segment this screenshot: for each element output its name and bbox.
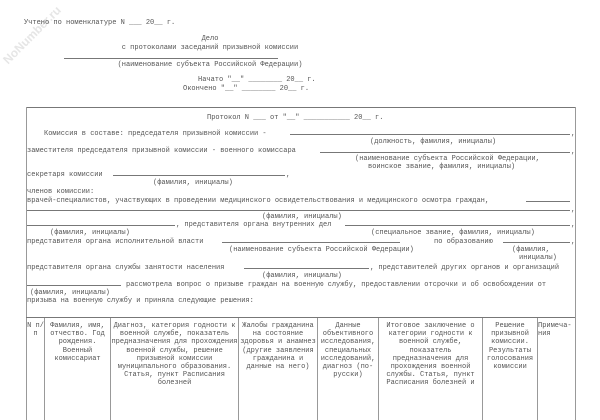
executive-caption: (наименование субъекта Российской Федерации) <box>229 246 414 254</box>
considered-line: рассмотрела вопрос о призыве граждан на военную службу, предоставлении отсрочки и об освобождении от <box>126 281 547 289</box>
internal-affairs-caption-left: (фамилия, инициалы) <box>50 229 130 237</box>
education-caption-2: инициалы) <box>519 254 557 262</box>
protocol-title: Протокол N ___ от "__" ___________ 20__ г. <box>207 114 384 122</box>
subject-caption: (наименование субъекта Российской Федерации) <box>117 61 303 69</box>
doctors-field-2[interactable] <box>27 210 570 211</box>
table-header-complaints: Жалобы гражданина на состояние здоровья и анамнез (другие заявления гражданина и данные на него) <box>240 322 316 372</box>
frame-top <box>26 107 575 108</box>
commission-caption: (должность, фамилия, инициалы) <box>370 138 497 146</box>
education-caption-1: (фамилия, <box>512 246 550 254</box>
comma: , <box>571 206 576 214</box>
table-header-objective-data: Данные объективного исследования, специальных исследований, диагноз (по-русски) <box>320 322 376 380</box>
considered-caption: (фамилия, инициалы) <box>30 289 110 297</box>
started-line: Начато "__" ________ 20__ г. <box>198 76 316 84</box>
comma: , <box>571 148 576 156</box>
secretary-label: секретаря комиссии <box>27 171 103 179</box>
deputy-field[interactable] <box>320 152 570 153</box>
doctors-caption: (фамилия, инициалы) <box>262 213 342 221</box>
secretary-field[interactable] <box>113 175 285 176</box>
secretary-caption: (фамилия, инициалы) <box>153 179 233 187</box>
table-header-final-conclusion: Итоговое заключение о категории годности к военной службе, показатель предназначения для прохождения военной службы. Статья, пункт Расписания болезней и <box>386 322 475 388</box>
comma: , <box>571 130 576 138</box>
comma: , <box>571 238 576 246</box>
table-header-diagnosis: Диагноз, категория годности к военной службе, показатель предназначения для прохождения военной службы, решение призывной комиссии муниципального образования. Статья, пункт Расписания болезней <box>111 322 238 388</box>
internal-affairs-caption-right: (специальное звание, фамилия, инициалы) <box>371 229 535 237</box>
executive-label: представителя органа исполнительной власти <box>27 238 204 246</box>
table-header-decision: Решение призывной комиссии. Результаты голосования комиссии <box>486 322 534 372</box>
finished-line: Окончено "__" ________ 20__ г. <box>183 85 310 93</box>
other-orgs-label: , представителей других органов и организаций <box>370 264 560 272</box>
employment-field[interactable] <box>244 268 369 269</box>
doctors-label: врачей-специалистов, участвующих в проведении медицинского освидетельствования и медицинского осмотра граждан, <box>27 197 490 205</box>
table-header-notes: Примеча-ния <box>538 322 572 339</box>
table-top-border <box>26 317 575 318</box>
other-orgs-field[interactable] <box>27 285 121 286</box>
comma: , <box>571 221 576 229</box>
watermark: NoNumber.ru <box>0 3 64 67</box>
members-label: членов комиссии: <box>27 188 95 196</box>
internal-affairs-field[interactable] <box>345 225 570 226</box>
internal-affairs-label: , представителя органа внутренних дел <box>176 221 332 229</box>
file-subtitle: с протоколами заседаний призывной комиссии <box>121 44 299 52</box>
subject-field[interactable] <box>64 58 278 59</box>
commission-label: Комиссия в составе: председателя призывной комиссии - <box>44 130 267 138</box>
employment-caption: (фамилия, инициалы) <box>262 272 342 280</box>
employment-label: представителя органа службы занятости населения <box>27 264 225 272</box>
education-field[interactable] <box>503 242 570 243</box>
doctors-field-1[interactable] <box>526 201 570 202</box>
education-label: по образованию <box>434 238 493 246</box>
file-title: Дело <box>201 35 219 43</box>
deputy-caption-2: воинское звание, фамилия, инициалы) <box>368 163 516 171</box>
doctors-field-3[interactable] <box>27 225 175 226</box>
decision-line: призыва на военную службу и приняла следующие решения: <box>27 297 254 305</box>
deputy-caption-1: (наименование субъекта Российской Федерации, <box>355 155 540 163</box>
table-header-name: Фамилия, имя, отчество. Год рождения. Военный комиссариат <box>50 322 105 363</box>
registered-line: Учтено по номенклатуре N ___ 20__ г. <box>24 19 176 27</box>
chairman-field[interactable] <box>290 134 570 135</box>
table-header-number: N п/п <box>27 322 44 339</box>
comma: , <box>286 171 291 179</box>
executive-field[interactable] <box>222 242 400 243</box>
deputy-label: заместителя председателя призывной комиссии - военного комиссара <box>27 147 296 155</box>
